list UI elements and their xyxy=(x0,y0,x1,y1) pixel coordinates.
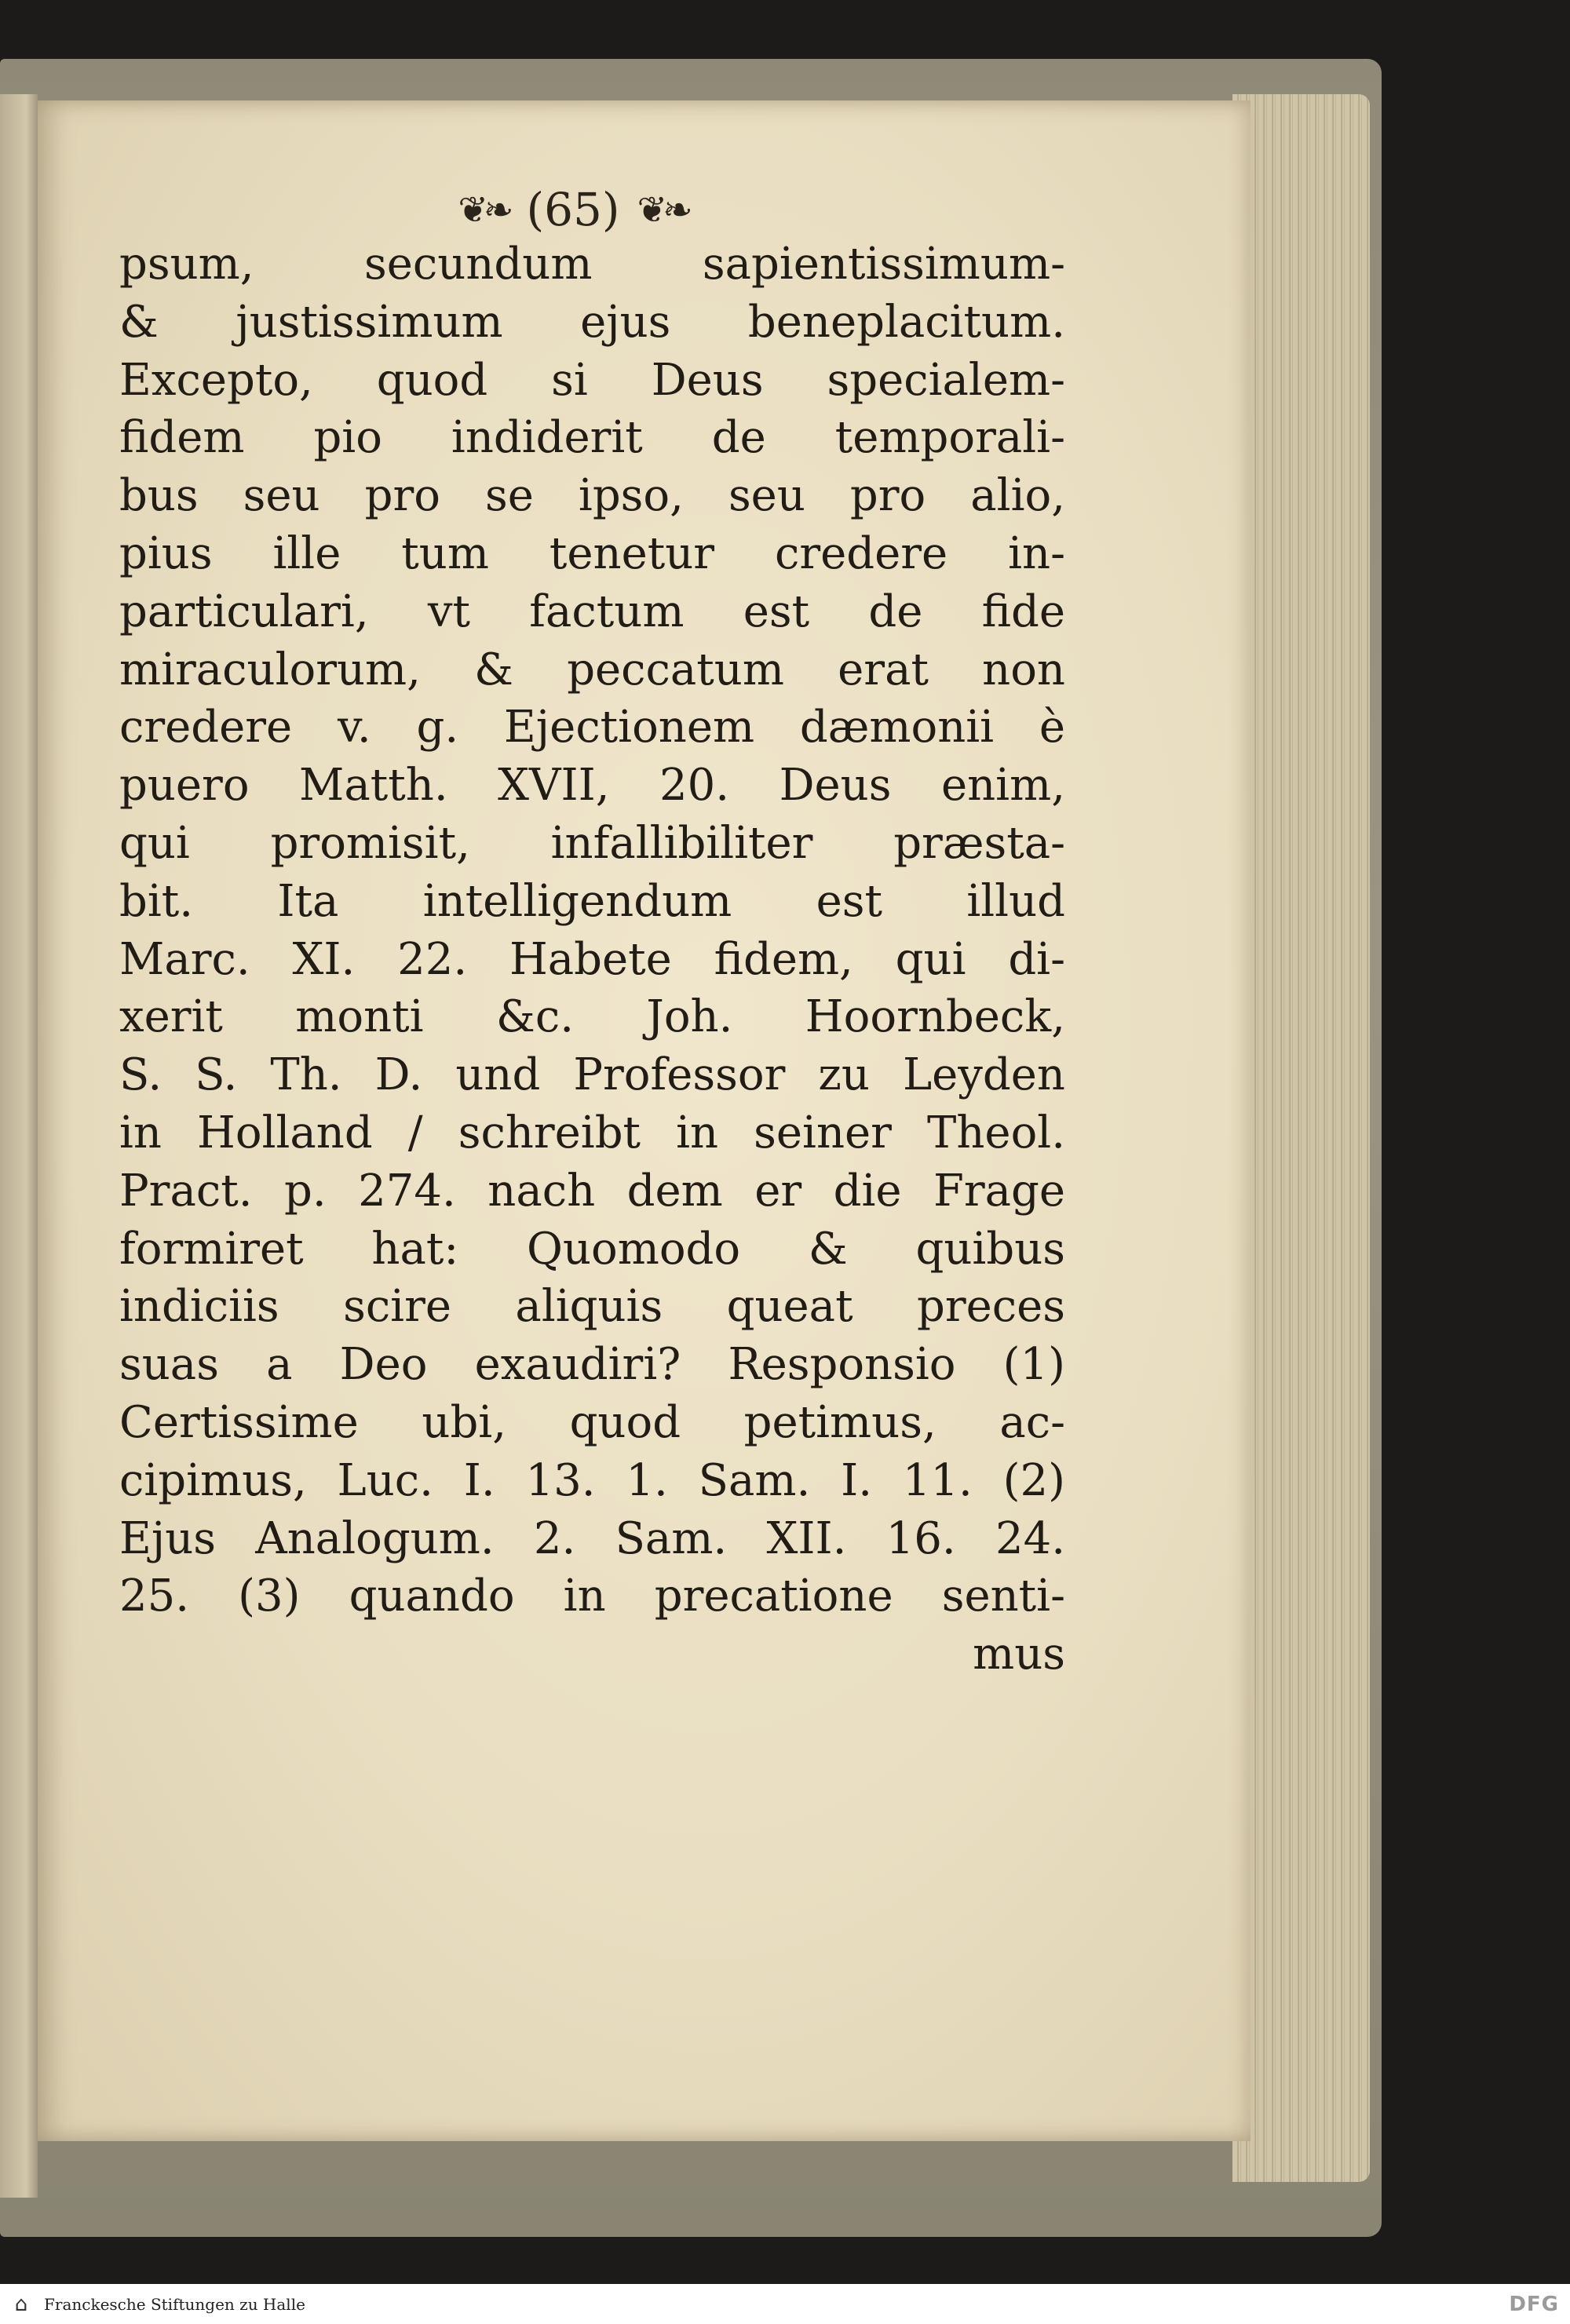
ornament-left-icon: ❦❧ xyxy=(458,188,509,231)
page-header xyxy=(369,182,777,237)
text-line: fidem pio indiderit de temporali- xyxy=(119,412,1065,464)
text-line: cipimus, Luc. I. 13. 1. Sam. I. 11. (2) xyxy=(119,1454,1065,1506)
text-line: miraculorum, & peccatum erat non xyxy=(119,644,1065,695)
left-page-edge xyxy=(0,94,38,2198)
text-line: qui promisit, infallibiliter præsta- xyxy=(119,817,1065,869)
text-line: Excepto, quod si Deus specialem- xyxy=(119,354,1065,406)
footer-credit xyxy=(0,2289,305,2319)
dfg-logo: DFG xyxy=(1509,2292,1559,2316)
viewer-footer xyxy=(0,2284,1570,2324)
text-line: xerit monti &c. Joh. Hoornbeck, xyxy=(119,991,1065,1043)
text-line: S. S. Th. D. und Professor zu Leyden xyxy=(119,1049,1065,1101)
page-edges xyxy=(1232,94,1370,2182)
text-line: pius ille tum tenetur credere in- xyxy=(119,527,1065,579)
text-line: Pract. p. 274. nach dem er die Frage xyxy=(119,1165,1065,1217)
institution-name: Franckesche Stiftungen zu Halle xyxy=(44,2294,305,2314)
text-line: indiciis scire aliquis queat preces xyxy=(119,1281,1065,1333)
text-line: credere v. g. Ejectionem dæmonii è xyxy=(119,702,1065,753)
text-line: 25. (3) quando in precatione senti- xyxy=(119,1571,1065,1622)
catchword: mus xyxy=(973,1629,1065,1680)
text-line: psum, secundum sapientissimum- xyxy=(119,239,1065,290)
text-line: bit. Ita intelligendum est illud xyxy=(119,875,1065,927)
text-line: bus seu pro se ipso, seu pro alio, xyxy=(119,470,1065,522)
text-line: formiret hat: Quomodo & quibus xyxy=(119,1223,1065,1275)
text-line: Certissime ubi, quod petimus, ac- xyxy=(119,1396,1065,1448)
text-line: Ejus Analogum. 2. Sam. XII. 16. 24. xyxy=(119,1512,1065,1564)
text-line: suas a Deo exaudiri? Responsio (1) xyxy=(119,1339,1065,1391)
body-text xyxy=(119,235,1065,1684)
ornament-right-icon: ❦❧ xyxy=(637,188,688,231)
institution-logo-icon: ⌂ xyxy=(14,2292,28,2316)
text-line: particulari, vt factum est de fide xyxy=(119,586,1065,637)
text-line: puero Matth. XVII, 20. Deus enim, xyxy=(119,760,1065,812)
text-line: Marc. XI. 22. Habete fidem, qui di- xyxy=(119,933,1065,985)
page-number: (65) xyxy=(526,183,620,236)
text-line: & justissimum ejus beneplacitum. xyxy=(119,296,1065,348)
text-line: in Holland / schreibt in seiner Theol. xyxy=(119,1107,1065,1158)
